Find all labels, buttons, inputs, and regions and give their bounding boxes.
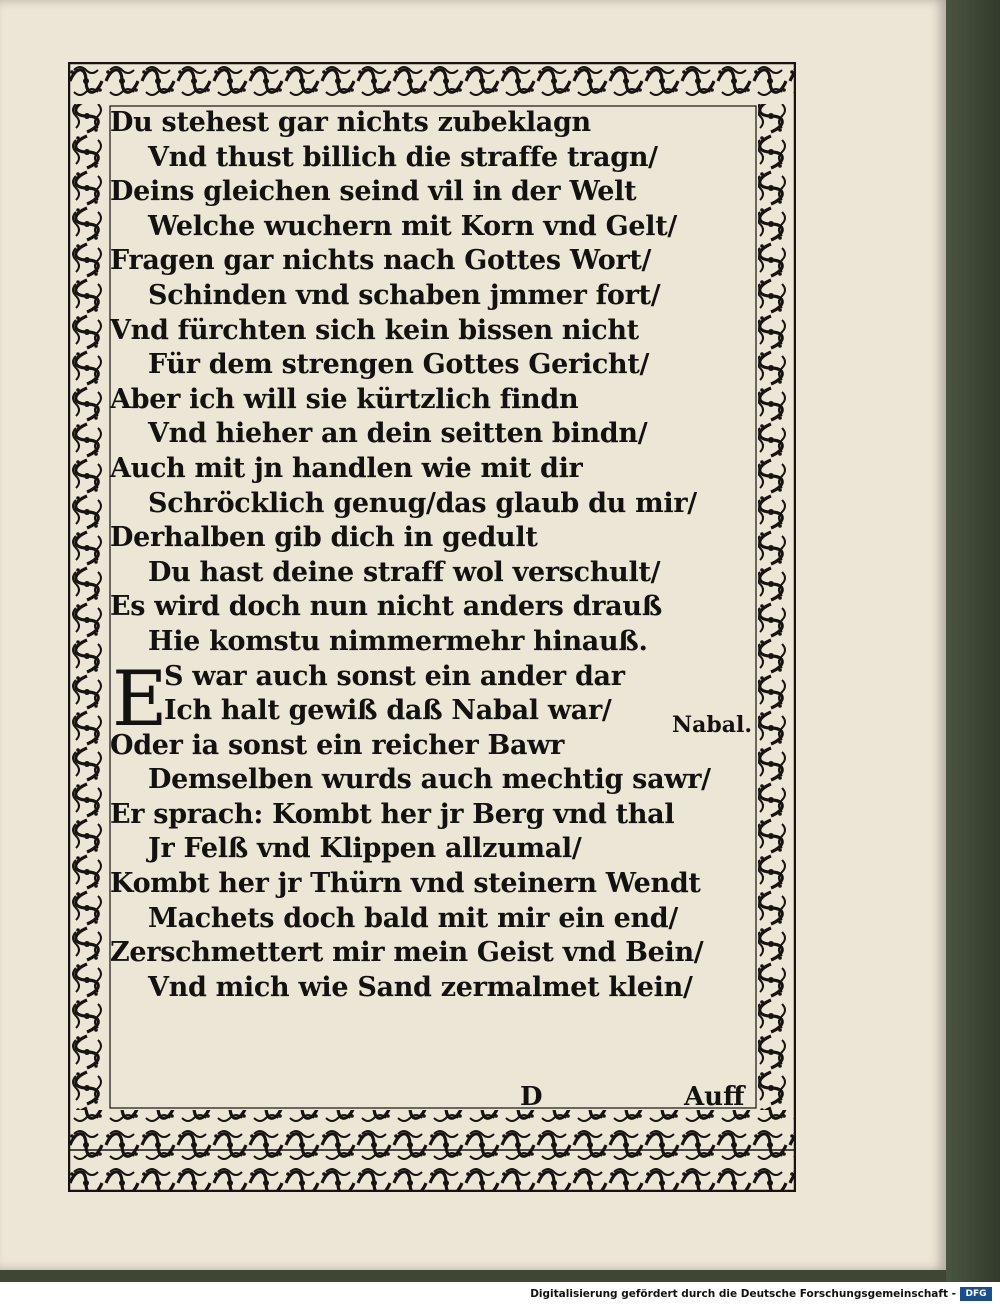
footer-bar <box>0 1282 1000 1307</box>
verse-line: Kombt her jr Thürn vnd steinern Wendt <box>110 868 701 900</box>
verse-text <box>110 106 730 1005</box>
verse-line: S war auch sonst ein ander dar <box>164 660 625 692</box>
verse-line: Schröcklich genug/das glaub du mir/ <box>148 487 697 519</box>
verse-line: Zerschmettert mir mein Geist vnd Bein/ <box>110 937 704 969</box>
verse-line: Auch mit jn handlen wie mit dir <box>110 452 583 484</box>
verse-line: Du stehest gar nichts zubeklagn <box>110 107 591 138</box>
verse-line: Deins gleichen seind vil in der Welt <box>110 176 637 208</box>
verse-line: Jr Felß vnd Klippen allzumal/ <box>148 833 582 865</box>
verse-line: Du hast deine straff wol verschult/ <box>148 556 661 588</box>
verse-line: Oder ia sonst ein reicher Bawr <box>110 729 565 761</box>
verse-line: Demselben wurds auch mechtig sawr/ <box>148 764 711 796</box>
verse-line: Hie komstu nimmermehr hinauß. <box>148 625 648 657</box>
marginal-note: Nabal. <box>672 712 753 738</box>
verse-line: Vnd thust billich die straffe tragn/ <box>148 141 658 173</box>
verse-line: Aber ich will sie kürtzlich findn <box>110 383 579 415</box>
dfg-logo-icon: DFG <box>960 1287 992 1301</box>
verse-line: Vnd mich wie Sand zermalmet klein/ <box>148 971 693 1003</box>
page-edge <box>946 0 1000 1282</box>
verse-line: Es wird doch nun nicht anders drauß <box>110 591 662 623</box>
verse-line: Machets doch bald mit mir ein end/ <box>148 902 678 934</box>
catchword: Auff <box>684 1082 745 1112</box>
verse-line: Schinden vnd schaben jmmer fort/ <box>148 279 661 311</box>
verse-line: Ich halt gewiß daß Nabal war/ <box>164 695 612 727</box>
verse-line: Er sprach: Kombt her jr Berg vnd thal <box>110 798 675 830</box>
funding-credit: Digitalisierung gefördert durch die Deutsche Forschungsgemeinschaft - <box>530 1288 956 1300</box>
verse-line: Fragen gar nichts nach Gottes Wort/ <box>110 245 652 277</box>
initial-stanza <box>110 653 730 743</box>
verse-line: Derhalben gib dich in gedult <box>110 522 538 554</box>
drop-cap-initial: E <box>112 653 168 743</box>
verse-line: Vnd fürchten sich kein bissen nicht <box>110 314 639 346</box>
verse-line: Vnd hieher an dein seitten bindn/ <box>148 418 648 450</box>
verse-line: Welche wuchern mit Korn vnd Gelt/ <box>148 210 677 242</box>
signature-mark: D <box>520 1082 543 1112</box>
verse-line: Für dem strengen Gottes Gericht/ <box>148 349 650 381</box>
